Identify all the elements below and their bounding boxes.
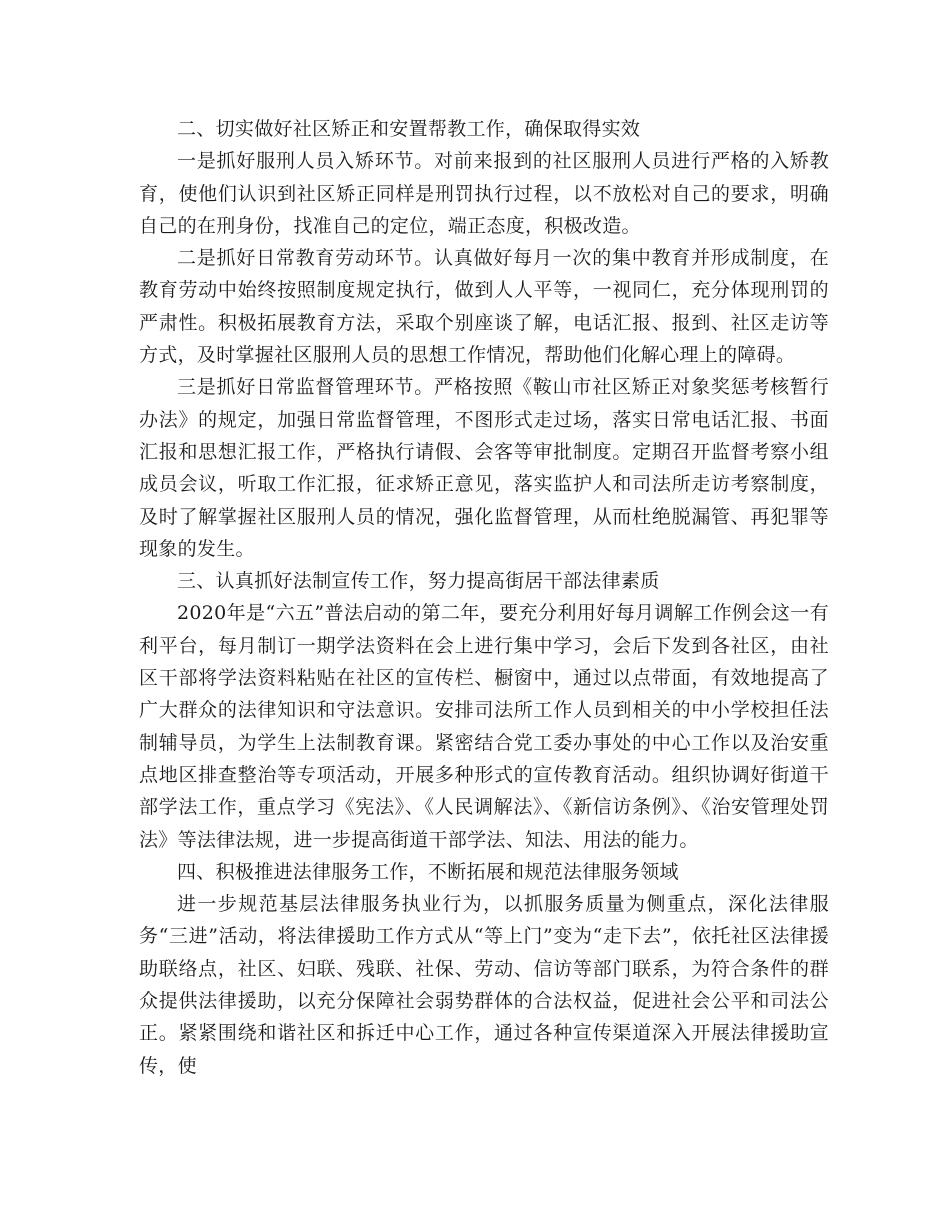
section-heading-3: 三、认真抓好法制宣传工作，努力提高街居干部法律素质 bbox=[177, 570, 660, 593]
paragraph-supervision: 三是抓好日常监督管理环节。严格按照《鞍山市社区矫正对象奖惩考核暂行办法》的规定，加强日常监督管理，不图形式走过场，落实日常电话汇报、书面汇报和思想汇报工作，严格执行请假、会客等审批制度。定期召开监督考察小组成员会议，听取工作汇报，征求矫正意见，落实监护人和司法所走访考察制度，及时了解掌握社区服刑人员的情况，强化监督管理，从而杜绝脱漏管、再犯罪等现象的发生。 bbox=[139, 376, 829, 560]
paragraph-legal-publicity: 2020年是“六五”普法启动的第二年，要充分利用好每月调解工作例会这一有利平台，每月制订一期学法资料在会上进行集中学习，会后下发到各社区，由社区干部将学法资料粘贴在社区的宣传栏、橱窗中，通过以点带面，有效地提高了广大群众的法律知识和守法意识。安排司法所工作人员到相关的中小学校担任法制辅导员，为学生上法制教育课。紧密结合党工委办事处的中心工作以及治安重点地区排查整治等专项活动，开展多种形式的宣传教育活动。组织协调好街道干部学法工作，重点学习《宪法》、《人民调解法》、《新信访条例》、《治安管理处罚法》等法律法规，进一步提高街道干部学法、知法、用法的能力。 bbox=[139, 602, 829, 851]
section-heading-4: 四、积极推进法律服务工作，不断拓展和规范法律服务领域 bbox=[177, 860, 679, 883]
section-heading-2: 二、切实做好社区矫正和安置帮教工作，确保取得实效 bbox=[177, 118, 641, 140]
paragraph-intake: 一是抓好服刑人员入矫环节。对前来报到的社区服刑人员进行严格的入矫教育，使他们认识到社区矫正同样是刑罚执行过程，以不放松对自己的要求，明确自己的在刑身份，找准自己的定位，端正态度，积极改造。 bbox=[139, 150, 829, 237]
paragraph-legal-services: 进一步规范基层法律服务执业行为，以抓服务质量为侧重点，深化法律服务“三进”活动，将法律援助工作方式从“等上门”变为“走下去”，依托社区法律援助联络点，社区、妇联、残联、社保、劳动、信访等部门联系，为符合条件的群众提供法律援助，以充分保障社会弱势群体的合法权益，促进社会公平和司法公正。紧紧围绕和谐社区和拆迁中心工作，通过各种宣传渠道深入开展法律援助宣传，使 bbox=[139, 893, 829, 1077]
document-body bbox=[139, 113, 829, 1082]
paragraph-education-labor: 二是抓好日常教育劳动环节。认真做好每月一次的集中教育并形成制度，在教育劳动中始终按照制度规定执行，做到人人平等，一视同仁，充分体现刑罚的严肃性。积极拓展教育方法，采取个别座谈了解，电话汇报、报到、社区走访等方式，及时掌握社区服刑人员的思想工作情况，帮助他们化解心理上的障碍。 bbox=[139, 247, 829, 367]
